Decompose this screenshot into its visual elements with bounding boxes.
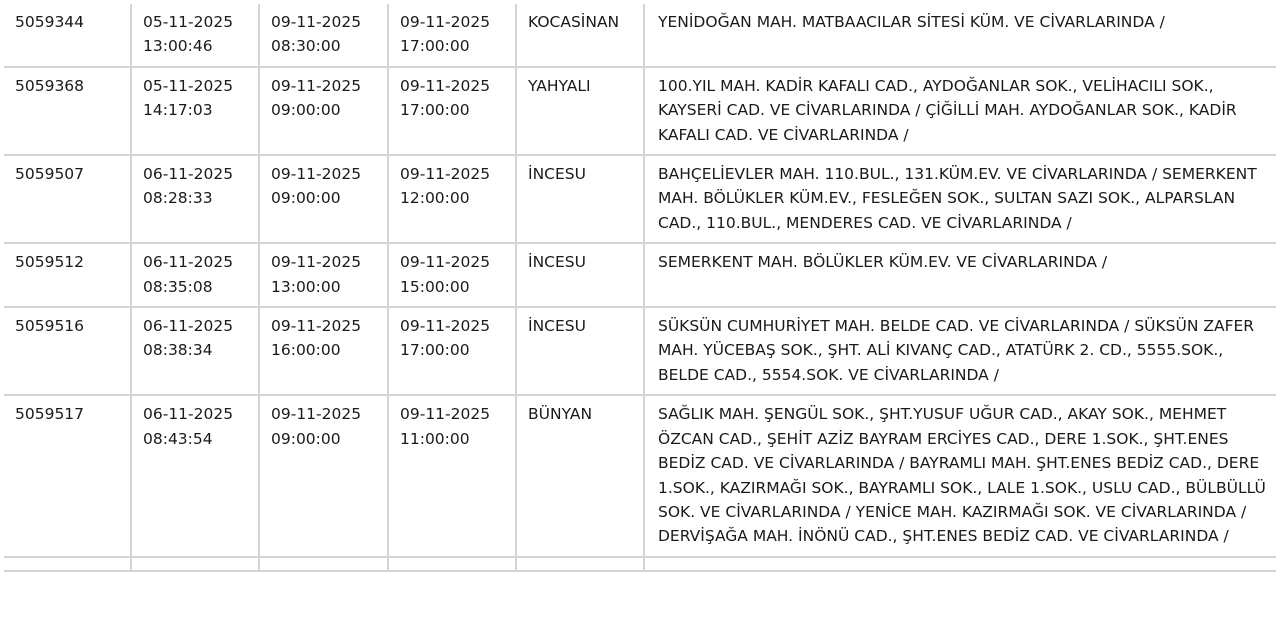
- end-date: 09-11-2025: [400, 76, 491, 95]
- end-cell: [388, 155, 516, 243]
- address: SEMERKENT MAH. BÖLÜKLER KÜM.EV. VE CİVARLARINDA /: [658, 253, 1108, 272]
- announced-time: 14:17:03: [143, 101, 213, 120]
- end-time: 17:00:00: [400, 37, 470, 56]
- end-time: 12:00:00: [400, 189, 470, 208]
- end-date: 09-11-2025: [400, 13, 491, 31]
- announced-cell: [131, 395, 259, 556]
- start-date: 09-11-2025: [271, 76, 362, 95]
- start-cell: [259, 4, 388, 67]
- end-time: 17:00:00: [400, 341, 470, 360]
- address: SÜKSÜN CUMHURİYET MAH. BELDE CAD. VE CİVARLARINDA / SÜKSÜN ZAFER MAH. YÜCEBAŞ SOK., ŞHT. ALİ KIVANÇ CAD., ATATÜRK 2. CD., 5555.SOK., BELDE CAD., 5554.SOK. VE CİVARLARINDA /: [658, 317, 1255, 384]
- outage-id-cell: [4, 243, 131, 307]
- district: İNCESU: [528, 165, 586, 184]
- district-cell: [516, 67, 644, 155]
- address-cell: [644, 307, 1276, 395]
- announced-date: 06-11-2025: [143, 405, 234, 424]
- address-cell: [644, 4, 1276, 67]
- announced-date: 06-11-2025: [143, 253, 234, 272]
- district: İNCESU: [528, 317, 586, 336]
- district: İNCESU: [528, 253, 586, 272]
- announced-cell: [131, 4, 259, 67]
- address-cell: [644, 395, 1276, 556]
- start-date: 09-11-2025: [271, 317, 362, 336]
- end-cell: [388, 67, 516, 155]
- start-time: 13:00:00: [271, 277, 341, 296]
- table-row: [4, 155, 1276, 243]
- end-time: 17:00:00: [400, 101, 470, 120]
- outage-id-cell: [4, 4, 131, 67]
- start-cell: [259, 395, 388, 556]
- table-row: [4, 243, 1276, 307]
- district-cell: [516, 155, 644, 243]
- empty-cell: [4, 557, 131, 571]
- empty-cell: [644, 557, 1276, 571]
- district-cell: [516, 243, 644, 307]
- announced-time: 08:38:34: [143, 341, 213, 360]
- district-cell: [516, 307, 644, 395]
- outage-id: 5059368: [15, 76, 85, 95]
- announced-cell: [131, 67, 259, 155]
- empty-cell: [259, 557, 388, 571]
- start-cell: [259, 155, 388, 243]
- announced-cell: [131, 155, 259, 243]
- end-cell: [388, 395, 516, 556]
- address: SAĞLIK MAH. ŞENGÜL SOK., ŞHT.YUSUF UĞUR CAD., AKAY SOK., MEHMET ÖZCAN CAD., ŞEHİT AZİZ BAYRAM ERCİYES CAD., DERE 1.SOK., ŞHT.ENES BEDİZ CAD. VE CİVARLARINDA / BAYRAMLI MAH. ŞHT.ENES BEDİZ CAD., DERE 1.SOK., KAZIRMAĞI SOK., BAYRAMLI SOK., LALE 1.SOK., USLU CAD., BÜLBÜLLÜ SOK. VE CİVARLARINDA / YENİCE MAH. KAZIRMAĞI SOK. VE CİVARLARINDA / DERVİŞAĞA MAH. İNÖNÜ CAD., ŞHT.ENES BEDİZ CAD. VE CİVARLARINDA /: [658, 405, 1266, 546]
- start-time: 09:00:00: [271, 189, 341, 208]
- district-cell: [516, 4, 644, 67]
- announced-date: 05-11-2025: [143, 13, 234, 31]
- announced-time: 08:35:08: [143, 277, 213, 296]
- end-date: 09-11-2025: [400, 405, 491, 424]
- end-cell: [388, 243, 516, 307]
- start-date: 09-11-2025: [271, 13, 362, 31]
- announced-cell: [131, 307, 259, 395]
- end-date: 09-11-2025: [400, 165, 491, 184]
- announced-date: 05-11-2025: [143, 76, 234, 95]
- start-date: 09-11-2025: [271, 253, 362, 272]
- address: 100.YIL MAH. KADİR KAFALI CAD., AYDOĞANLAR SOK., VELİHACILI SOK., KAYSERİ CAD. VE CİVARLARINDA / ÇİĞİLLİ MAH. AYDOĞANLAR SOK., KADİR KAFALI CAD. VE CİVARLARINDA /: [658, 76, 1237, 144]
- outage-id-cell: [4, 395, 131, 556]
- table-row: [4, 4, 1276, 67]
- empty-cell: [516, 557, 644, 571]
- outage-id-cell: [4, 307, 131, 395]
- address: BAHÇELİEVLER MAH. 110.BUL., 131.KÜM.EV. VE CİVARLARINDA / SEMERKENT MAH. BÖLÜKLER KÜM.EV., FESLEĞEN SOK., SULTAN SAZI SOK., ALPARSLAN CAD., 110.BUL., MENDERES CAD. VE CİVARLARINDA /: [658, 165, 1257, 232]
- outage-id-cell: [4, 155, 131, 243]
- end-cell: [388, 307, 516, 395]
- outage-id-cell: [4, 67, 131, 155]
- start-cell: [259, 67, 388, 155]
- announced-time: 13:00:46: [143, 37, 213, 56]
- end-time: 11:00:00: [400, 429, 470, 448]
- announced-time: 08:43:54: [143, 429, 213, 448]
- district-cell: [516, 395, 644, 556]
- start-time: 08:30:00: [271, 37, 341, 56]
- announced-cell: [131, 243, 259, 307]
- district: YAHYALI: [528, 76, 591, 95]
- outage-id: 5059512: [15, 253, 85, 272]
- address-cell: [644, 67, 1276, 155]
- table-row: [4, 67, 1276, 155]
- end-time: 15:00:00: [400, 277, 470, 296]
- end-date: 09-11-2025: [400, 317, 491, 336]
- start-time: 09:00:00: [271, 429, 341, 448]
- start-date: 09-11-2025: [271, 165, 362, 184]
- outage-id: 5059507: [15, 165, 85, 184]
- start-time: 16:00:00: [271, 341, 341, 360]
- start-time: 09:00:00: [271, 101, 341, 120]
- end-date: 09-11-2025: [400, 253, 491, 272]
- announced-time: 08:28:33: [143, 189, 213, 208]
- start-date: 09-11-2025: [271, 405, 362, 424]
- district: KOCASİNAN: [528, 13, 620, 31]
- start-cell: [259, 307, 388, 395]
- start-cell: [259, 243, 388, 307]
- announced-date: 06-11-2025: [143, 317, 234, 336]
- outage-id: 5059517: [15, 405, 85, 424]
- district: BÜNYAN: [528, 405, 593, 424]
- empty-cell: [131, 557, 259, 571]
- empty-cell: [388, 557, 516, 571]
- outage-id: 5059516: [15, 317, 85, 336]
- end-cell: [388, 4, 516, 67]
- outage-table: [4, 4, 1276, 572]
- address-cell: [644, 243, 1276, 307]
- table-row: [4, 307, 1276, 395]
- outage-id: 5059344: [15, 13, 85, 31]
- announced-date: 06-11-2025: [143, 165, 234, 184]
- address: YENİDOĞAN MAH. MATBAACILAR SİTESİ KÜM. VE CİVARLARINDA /: [658, 13, 1165, 31]
- address-cell: [644, 155, 1276, 243]
- table-row: [4, 395, 1276, 556]
- table-row-partial: [4, 557, 1276, 571]
